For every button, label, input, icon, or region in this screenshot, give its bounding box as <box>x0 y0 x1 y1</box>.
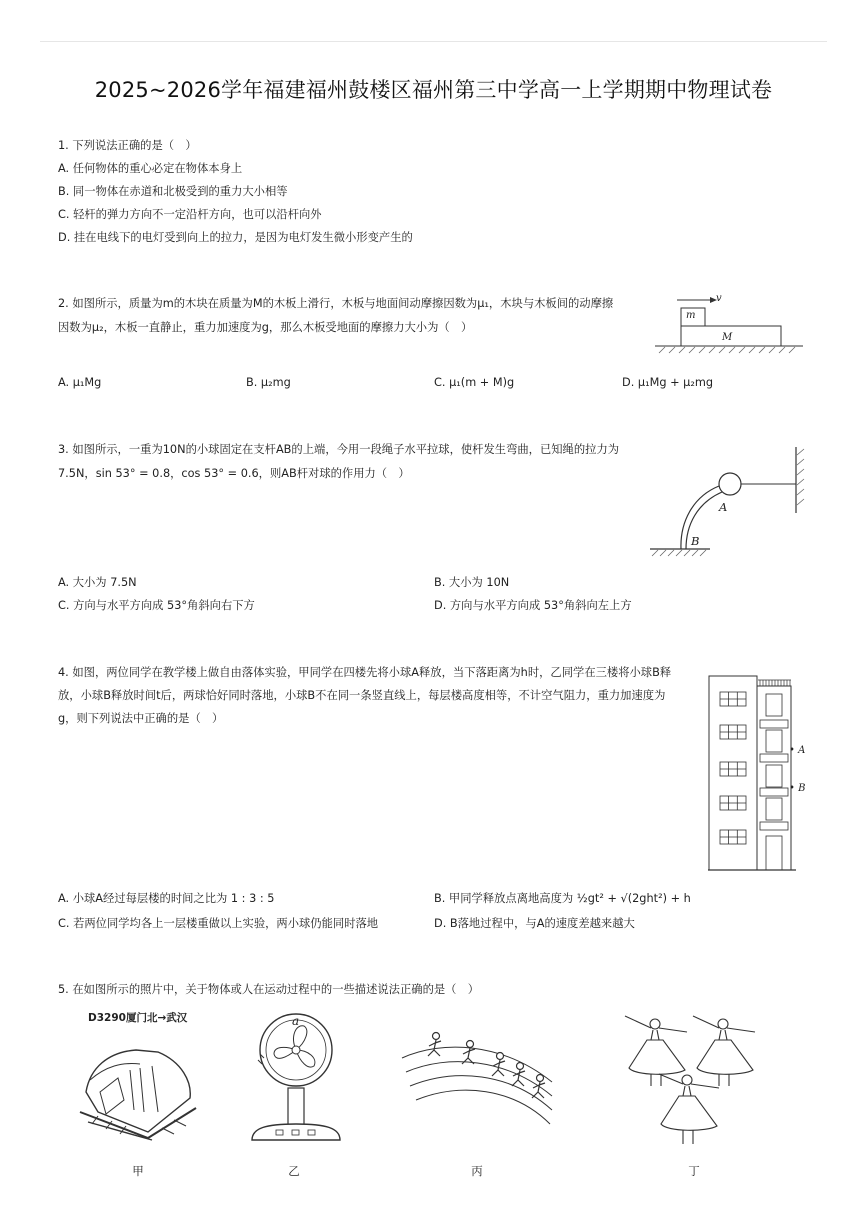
q2-board-label: M <box>722 332 733 343</box>
q3-option-a[interactable]: A. 大小为 7.5N <box>58 576 137 589</box>
q2-option-c[interactable]: C. μ₁(m + M)g <box>434 376 515 389</box>
q5-fan-image <box>246 1010 346 1150</box>
q5-train-label: D3290厦门北→武汉 <box>88 1012 188 1024</box>
q5-caption-jia: 甲 <box>132 1164 144 1178</box>
q4-stem-line1: 4. 如图，两位同学在教学楼上做自由落体实验，甲同学在四楼先将小球A释放，当下落距离为h时，乙同学在三楼将小球B释 <box>58 666 672 679</box>
q2-stem-line2: 因数为μ₂，木板一直静止，重力加速度为g，那么木板受地面的摩擦力大小为（ ） <box>58 321 473 334</box>
q2-block-label: m <box>686 310 696 321</box>
q3-figure <box>648 445 808 560</box>
q1-stem: 1. 下列说法正确的是（ ） <box>58 139 197 152</box>
q4-stem-line3: g，则下列说法中正确的是（ ） <box>58 712 224 725</box>
q1-option-a[interactable]: A. 任何物体的重心必定在物体本身上 <box>58 162 243 175</box>
q5-caption-yi: 乙 <box>288 1164 300 1178</box>
q5-runners-image <box>402 1030 557 1130</box>
q1-option-b[interactable]: B. 同一物体在赤道和北极受到的重力大小相等 <box>58 185 288 198</box>
q4-option-a[interactable]: A. 小球A经过每层楼的时间之比为 1 : 3 : 5 <box>58 892 275 905</box>
q3-stem-line1: 3. 如图所示，一重为10N的小球固定在支杆AB的上端，今用一段绳子水平拉球，使杆发生弯曲，已知绳的拉力为 <box>58 443 620 456</box>
q2-option-b[interactable]: B. μ₂mg <box>246 376 291 389</box>
q5-fan-label: a <box>292 1014 300 1028</box>
q5-stem: 5. 在如图所示的照片中，关于物体或人在运动过程中的一些描述说法正确的是（ ） <box>58 983 480 996</box>
q5-dancers-image <box>615 1010 775 1152</box>
q1-option-d[interactable]: D. 挂在电线下的电灯受到向上的拉力，是因为电灯发生微小形变产生的 <box>58 231 413 244</box>
q4-stem-line2: 放，小球B释放时间t后，两球恰好同时落地，小球B不在同一条竖直线上，每层楼高度相等，不计空气阻力，重力加速度为 <box>58 689 666 702</box>
q4-option-d[interactable]: D. B落地过程中，与A的速度差越来越大 <box>434 917 635 930</box>
page-title: 2025~2026学年福建福州鼓楼区福州第三中学高一上学期期中物理试卷 <box>94 78 773 102</box>
q5-caption-bing: 丙 <box>471 1164 483 1178</box>
q3-point-a-label: A <box>719 500 728 514</box>
q4-option-c[interactable]: C. 若两位同学均各上一层楼重做以上实验，两小球仍能同时落地 <box>58 917 379 930</box>
q2-velocity-label: v <box>716 293 722 304</box>
q2-stem-line1: 2. 如图所示，质量为m的木块在质量为M的木板上滑行，木板与地面间动摩擦因数为μ₁，木块与木板间的动摩擦 <box>58 297 614 310</box>
q4-point-b-label: • B <box>789 783 806 794</box>
q5-caption-ding: 丁 <box>688 1164 700 1178</box>
q5-train-image <box>78 1040 198 1140</box>
q1-option-c[interactable]: C. 轻杆的弹力方向不一定沿杆方向，也可以沿杆向外 <box>58 208 322 221</box>
top-divider <box>40 41 827 42</box>
q4-point-a-label: • A <box>789 745 806 756</box>
q2-option-a[interactable]: A. μ₁Mg <box>58 376 102 389</box>
q3-stem-line2: 7.5N，sin 53° = 0.8，cos 53° = 0.6，则AB杆对球的作用力（ ） <box>58 467 410 480</box>
q3-point-b-label: B <box>691 534 700 548</box>
q4-building-figure <box>708 670 798 872</box>
q2-figure <box>655 295 805 355</box>
q3-option-c[interactable]: C. 方向与水平方向成 53°角斜向右下方 <box>58 599 255 612</box>
q3-option-b[interactable]: B. 大小为 10N <box>434 576 510 589</box>
q2-option-d[interactable]: D. μ₁Mg + μ₂mg <box>622 376 714 389</box>
q4-option-b[interactable]: B. 甲同学释放点离地高度为 ½gt² + √(2ght²) + h <box>434 892 691 905</box>
q3-option-d[interactable]: D. 方向与水平方向成 53°角斜向左上方 <box>434 599 632 612</box>
